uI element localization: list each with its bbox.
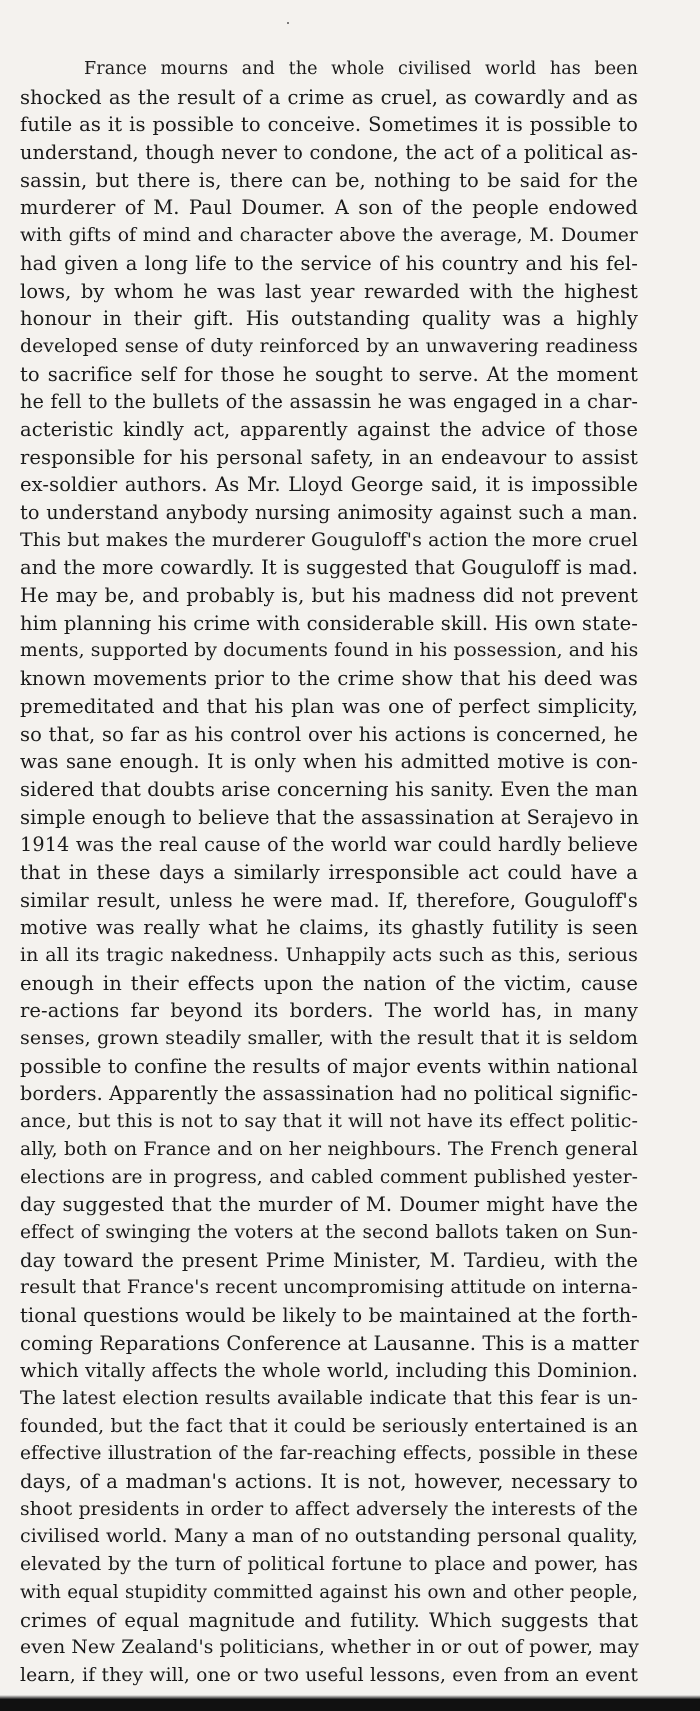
article-line: with gifts of mind and character above the average, M. Doumer [20,225,638,247]
article-line: result that France's recent uncompromising attitude on interna- [20,1277,638,1299]
article-line: re-actions far beyond its borders. The world has, in many [20,999,638,1023]
article-line: was sane enough. It is only when his admitted motive is con- [20,750,638,774]
article-line: lows, by whom he was last year rewarded with the highest [20,279,638,303]
article-line: coming Reparations Conference at Lausanne. This is a matter [20,1331,639,1355]
article-line: even New Zealand's politicians, whether in or out of power, may [20,1637,639,1659]
article-line: learn, if they will, one or two useful lessons, even from an event [20,1664,638,1686]
article-line: developed sense of duty reinforced by an unwavering readiness [20,335,638,357]
article-line: day suggested that the murder of M. Doumer might have the [20,1193,638,1217]
article-line: similar result, unless he were mad. If, therefore, Gouguloff's [20,888,638,912]
article-line: The latest election results available indicate that this fear is un- [20,1388,638,1409]
article-line: known movements prior to the crime show that his deed was [20,667,638,691]
article-line: and the more cowardly. It is suggested that Gouguloff is mad. [20,556,638,580]
article-line: shocked as the result of a crime as cruel, as cowardly and as [20,85,638,109]
article-line: enough in their effects upon the nation of the victim, cause [20,971,638,995]
article-line: to understand anybody nursing animosity against such a man. [20,501,638,524]
article-line: elevated by the turn of political fortune to place and power, has [20,1554,638,1576]
article-line: effect of swinging the voters at the second ballots taken on Sun- [20,1221,638,1243]
article-line: shoot presidents in order to affect adversely the interests of the [20,1498,638,1520]
article-line: effective illustration of the far-reaching effects, possible in these [20,1443,638,1465]
article-line: murderer of M. Paul Doumer. A son of the people endowed [20,196,638,220]
article-line: to sacrifice self for those he sought to serve. At the moment [20,362,638,386]
article-line: that in these days a similarly irresponsible act could have a [20,860,638,884]
article-line: had given a long life to the service of his country and his fel- [20,251,638,275]
article-line: understand, though never to condone, the act of a political as- [20,141,638,165]
article-line: ments, supported by documents found in his possession, and his [20,640,639,662]
article-line: ance, but this is not to say that it will not have its effect politic- [20,1110,638,1133]
article-line: simple enough to believe that the assassination at Serajevo in [20,805,639,829]
article-line: honour in their gift. His outstanding quality was a highly [20,307,638,331]
article-line: futile as it is possible to conceive. Sometimes it is possible to [20,113,638,137]
article-line: acteristic kindly act, apparently against the advice of those [20,417,638,441]
article-line: crimes of equal magnitude and futility. Which suggests that [20,1608,638,1632]
article-line: premeditated and that his plan was one of perfect simplicity, [20,694,638,718]
article-line: founded, but the fact that it could be seriously entertained is an [20,1415,638,1437]
article-line: France mourns and the whole civilised world has been [84,59,638,79]
article-line: he fell to the bullets of the assassin he was engaged in a char- [20,390,638,414]
article-line: with equal stupidity committed against his own and other people, [20,1581,638,1603]
article-line: borders. Apparently the assassination had no political signific- [20,1082,638,1106]
article-line: ally, both on France and on her neighbours. The French general [20,1138,638,1160]
article-line: responsible for his personal safety, in an endeavour to assist [20,445,638,469]
article-line: motive was really what he claims, its ghastly futility is seen [20,916,638,940]
article-line: so that, so far as his control over his actions is concerned, he [20,722,638,746]
article-line: 1914 was the real cause of the world war could hardly believe [20,833,638,857]
article-line: day toward the present Prime Minister, M. Tardieu, with the [20,1248,638,1272]
article-line: him planning his crime with considerable skill. His own state- [20,611,638,635]
article-line: which vitally affects the whole world, including this Dominion. [20,1359,638,1383]
article-line: sassin, but there is, there can be, nothing to be said for the [20,168,638,192]
article-line: sidered that doubts arise concerning his sanity. Even the man [20,777,638,801]
article-line: tional questions would be likely to be maintained at the forth- [20,1303,638,1327]
article-line: He may be, and probably is, but his madness did not prevent [20,584,638,608]
article-line: civilised world. Many a man of no outstanding personal quality, [20,1525,638,1548]
article-line: in all its tragic nakedness. Unhappily acts such as this, serious [20,944,638,966]
scan-speck [287,22,289,24]
article-line: elections are in progress, and cabled comment published yester- [20,1166,638,1188]
article-line: days, of a madman's actions. It is not, however, necessary to [20,1470,638,1494]
article-line: ex-soldier authors. As Mr. Lloyd George said, it is impossible [20,473,638,497]
article-line: This but makes the murderer Gouguloff's action the more cruel [20,528,638,551]
article-line: senses, grown steadily smaller, with the result that it is seldom [20,1027,638,1050]
scan-bottom-edge [0,1699,700,1711]
article-line: possible to confine the results of major events within national [20,1054,638,1078]
article-body [20,56,638,1690]
